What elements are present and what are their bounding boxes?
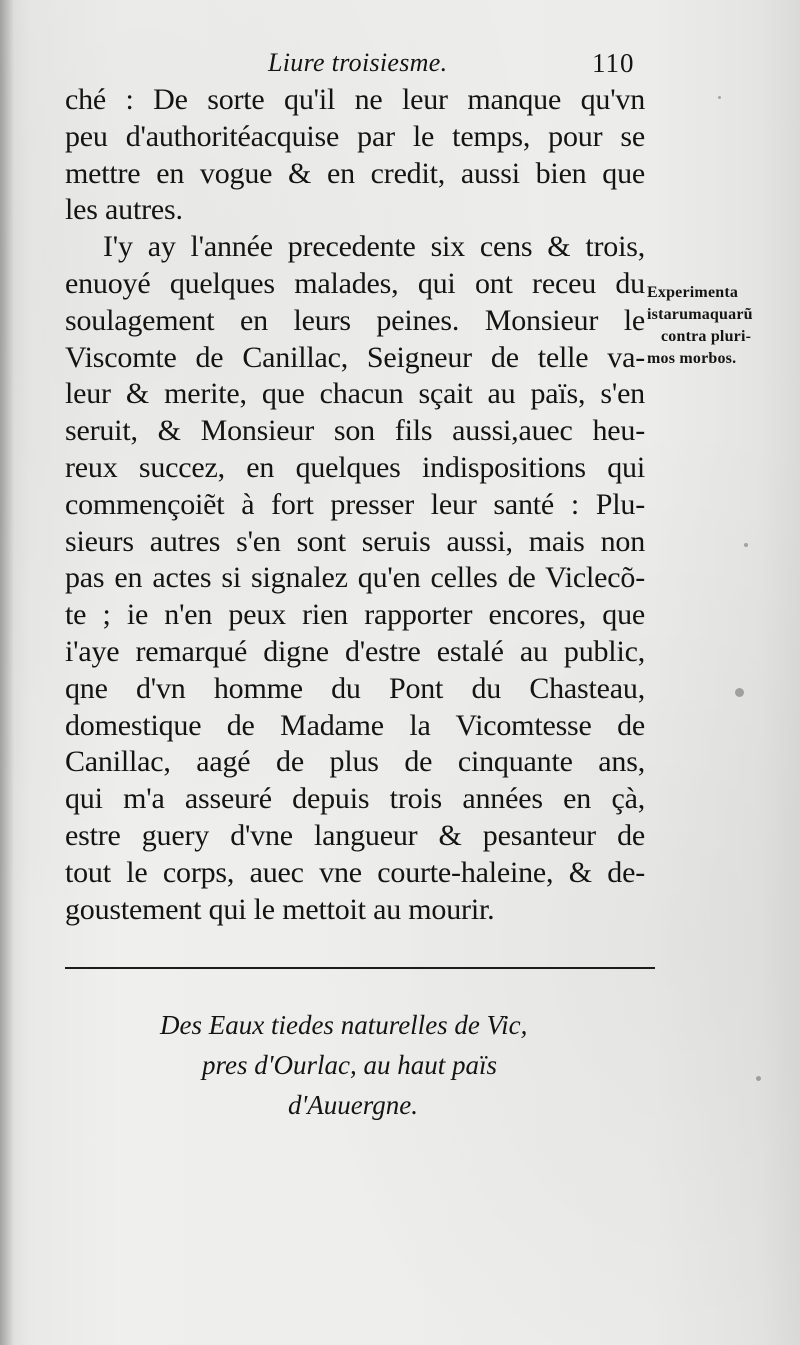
text-line: Canillac, aagé de plus de cinquante ans,: [65, 745, 645, 779]
text-line: mettre en vogue & en credit, aussi bien que: [65, 156, 645, 190]
text-line: qui m'a asseuré depuis trois années en çà,: [65, 782, 645, 816]
running-head: Liure troisiesme.: [268, 48, 448, 77]
text-line: leur & merite, que chacun sçait au païs, s'en: [65, 377, 645, 411]
text-line: soulagement en leurs peines. Monsieur le: [65, 303, 645, 337]
text-line: ché : De sorte qu'il ne leur manque qu'vn: [65, 83, 645, 116]
text-line: domestique de Madame la Vicomtesse de: [65, 708, 645, 742]
text-line: te ; ie n'en peux rien rapporter encores, que: [65, 598, 645, 632]
text-line: pas en actes si signalez qu'en celles de Viclecõ-: [65, 561, 645, 595]
section-heading-line: d'Auuergne.: [288, 1090, 418, 1120]
text-line: peu d'authoritéacquise par le temps, pour se: [65, 119, 645, 153]
page-header: [0, 44, 800, 84]
section-divider: [65, 967, 655, 969]
ink-speck: [718, 96, 721, 99]
text-line: les autres.: [65, 193, 183, 227]
ink-speck: [735, 688, 744, 697]
margin-note-line: contra pluri-: [661, 328, 752, 345]
margin-note: [647, 282, 797, 370]
text-line: goustement qui le mettoit au mourir.: [65, 892, 495, 926]
binding-shadow: [0, 0, 14, 1345]
section-heading-line: Des Eaux tiedes naturelles de Vic,: [160, 1010, 528, 1040]
margin-note-line: mos morbos.: [647, 350, 737, 367]
text-line: enuoyé quelques malades, qui ont receu du: [65, 266, 645, 300]
margin-note-line: Experimenta: [647, 284, 739, 301]
text-line: Viscomte de Canillac, Seigneur de telle va-: [65, 340, 645, 374]
text-line: I'y ay l'année precedente six cens & trois,: [103, 230, 645, 264]
text-line: i'aye remarqué digne d'estre estalé au public,: [65, 634, 645, 668]
ink-speck: [756, 1076, 761, 1081]
page-number: 110: [592, 48, 635, 78]
text-line: commençoiẽt à fort presser leur santé : Plu-: [65, 487, 645, 521]
text-line: estre guery d'vne langueur & pesanteur de: [65, 818, 645, 852]
text-line: tout le corps, auec vne courte-haleine, & de-: [65, 855, 645, 889]
section-heading: [160, 1005, 580, 1125]
text-line: reux succez, en quelques indispositions qui: [65, 450, 645, 484]
section-heading-line: pres d'Ourlac, au haut païs: [202, 1050, 498, 1080]
ink-speck: [744, 543, 748, 547]
text-line: qne d'vn homme du Pont du Chasteau,: [65, 671, 645, 705]
margin-note-line: istarumaquarũ: [647, 306, 753, 323]
body-text: [65, 82, 645, 928]
text-line: sieurs autres s'en sont seruis aussi, mais non: [65, 524, 645, 558]
text-line: seruit, & Monsieur son fils aussi,auec heu-: [65, 414, 645, 448]
